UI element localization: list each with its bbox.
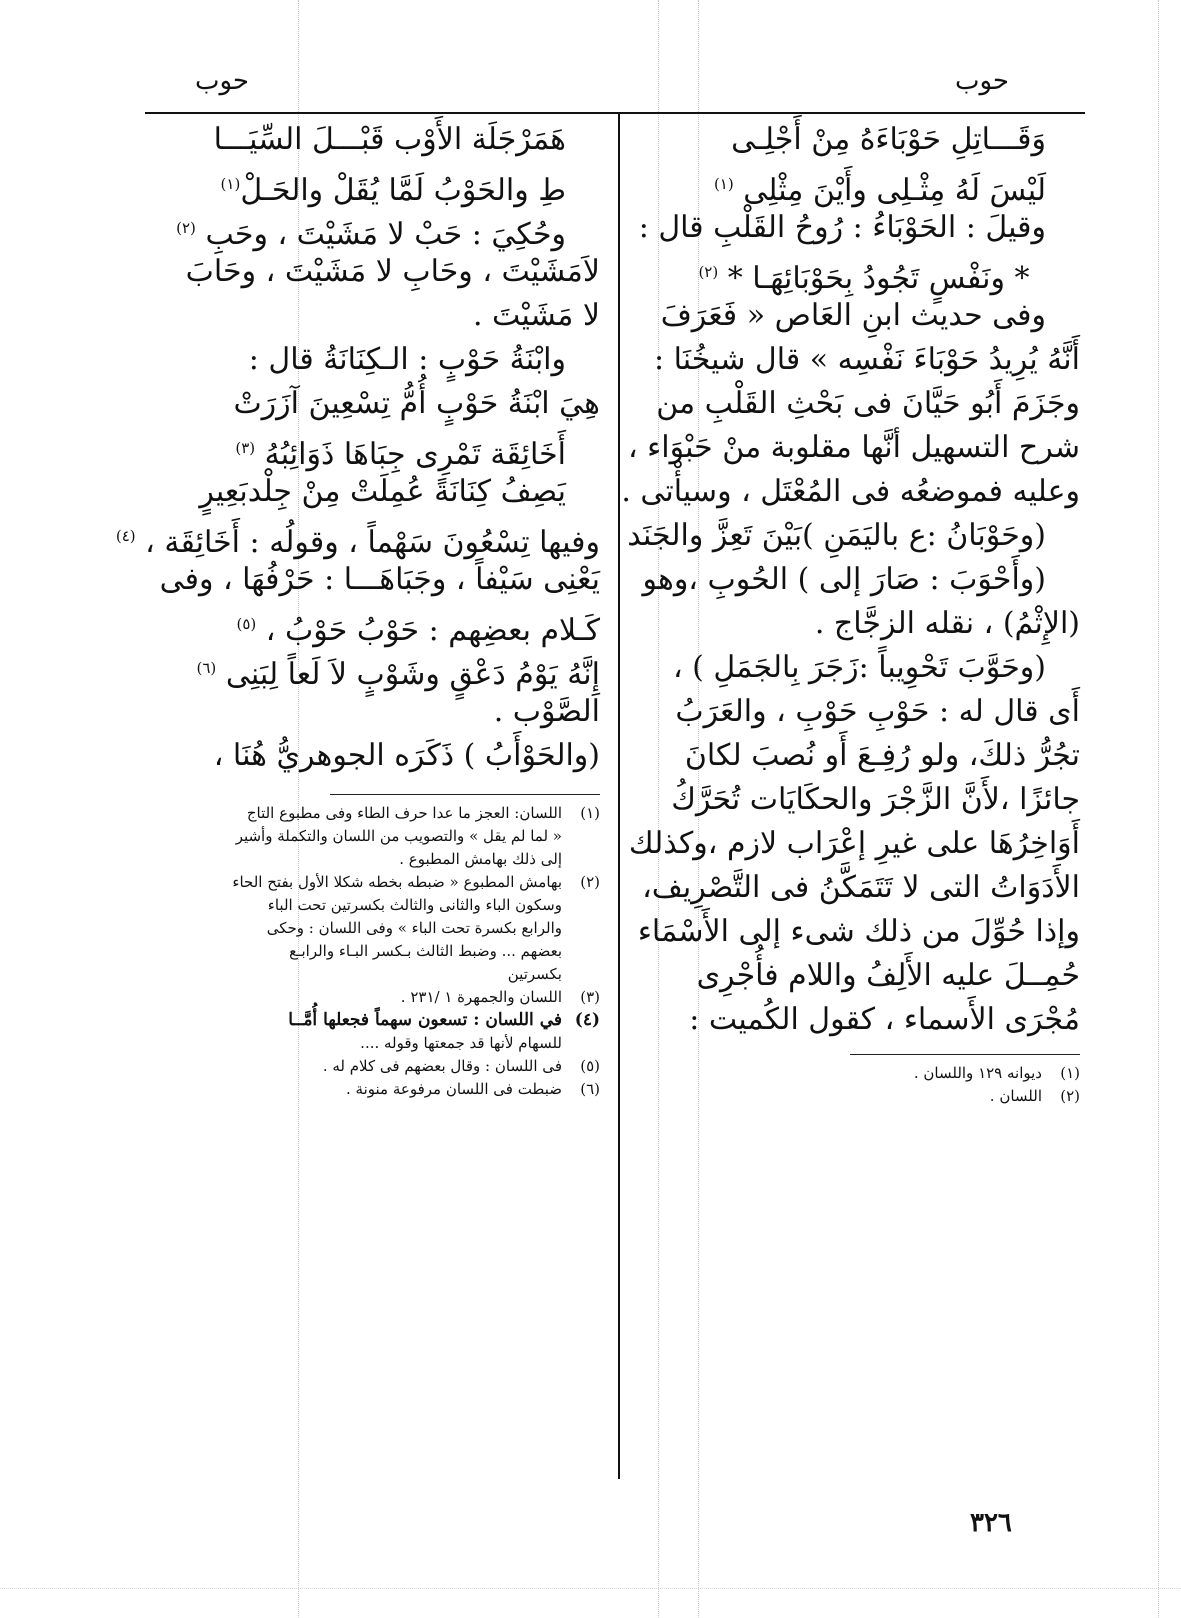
text-line: الصَّوْب .: [493, 694, 600, 729]
footnote: والرابع بكسرة تحت الباء » وفى اللسان : وحكى: [266, 919, 562, 937]
footnote: (٣)اللسان والجمهرة ١ /٢٣١ .: [400, 988, 600, 1006]
text-line: (الإِثْمُ) ، نقله الزجَّاج .: [814, 606, 1080, 641]
left-footnotes: [140, 802, 600, 1101]
footnote-marker: (٣): [235, 439, 256, 457]
footnote-marker: (٥): [236, 615, 257, 633]
footnote-marker: (١): [713, 175, 734, 193]
scan-guide-line: [1158, 0, 1159, 1618]
verse-line: هَمَرْجَلَة الأَوْب قَبْـــلَ السِّيَـــا: [213, 122, 566, 157]
text-line: (وحَوْبَانُ :ع باليَمَنِ )بَيْنَ تَعِزَّ والجَنَد: [627, 518, 1046, 553]
footnote-marker: (١): [220, 175, 241, 193]
footnote: بكسرتين: [507, 965, 562, 983]
page-number: ٣٢٦: [970, 1508, 1012, 1538]
text-line: أَنَّهُ يُرِيدُ حَوْبَاءَ نَفْسِه » قال شيخُنَا :: [653, 342, 1080, 377]
running-header-right: حوب: [955, 66, 1009, 96]
footnote: إلى ذلك بهامش المطبوع .: [399, 850, 562, 868]
text-line: وإذا حُوِّلَ من ذلك شىء إلى الأَسْمَاء: [637, 914, 1080, 949]
verse-line: هِيَ ابْنَةُ حَوْبٍ أُمُّ تِسْعِينَ آزَرَتْ: [233, 386, 600, 421]
text-line: مُجْرَى الأَسماء ، كقول الكُميت :: [689, 1002, 1080, 1037]
footnote: (٤)في اللسان : تسعون سهماً فجعلها أُمَّــا: [288, 1010, 600, 1030]
text-line: كَـلام بعضِهم : حَوْبُ حَوْبُ ، $^{(٥)}$: [236, 613, 600, 648]
text-line: أَوَاخِرُهَا على غيرِ إعْرَاب لازم ،وكذلك: [628, 826, 1080, 861]
verse-line: أَخَائِقَة تَمْرِى جِبَاهَا ذَوَائِبُهُ $^{(٣)}$: [235, 437, 566, 472]
text-line: لا مَشَيْتَ .: [472, 298, 600, 333]
text-line: وابْنَةُ حَوْبٍ : الـكِنَانَةُ قال :: [248, 342, 566, 377]
footnote: وسكون الباء والثانى والثالث بكسرتين تحت الباء: [267, 896, 562, 914]
text-line: أَى قال له : حَوْبِ حَوْبِ ، والعَرَبُ: [675, 694, 1080, 729]
column-divider: [618, 114, 620, 1479]
header-rule: [145, 112, 1085, 114]
text-line: يَعْنِى سَيْفاً ، وجَبَاهَـــا : حَرْفُهَا ، وفى: [159, 562, 600, 597]
footnote-marker: (٦): [196, 659, 217, 677]
text-line: وعليه فموضعُه فى المُعْتَل ، وسيأْتى .: [621, 474, 1080, 509]
text-line: إِنَّهُ يَوْمُ دَعْقٍ وشَوْبٍ لاَ لَعاً لِبَنِى $^{(٦)}$: [196, 657, 600, 692]
footnote: للسهام لأنها قد جمعتها وقوله ....: [360, 1034, 562, 1052]
text-line: وقيلَ : الحَوْبَاءُ : رُوحُ القَلْبِ قال :: [638, 210, 1046, 245]
footnote-marker: (٤): [115, 527, 136, 545]
footnote-rule: [850, 1054, 1080, 1055]
footnote: (٦)ضبطت فى اللسان مرفوعة منونة .: [346, 1080, 600, 1098]
text-line: لاَمَشَيْتَ ، وحَابِ لا مَشَيْتَ ، وحَابَ: [185, 254, 600, 289]
footnote-marker: (٢): [698, 263, 719, 281]
right-footnotes: [850, 1062, 1080, 1108]
text-line: وحُكِيَ : حَبْ لا مَشَيْتَ ، وحَبِ $^{(٢)}$: [176, 217, 566, 252]
verse-line: وَقَـــاتِلِ حَوْبَاءَهُ مِنْ أَجْلِـى: [731, 122, 1046, 157]
text-line: وجَزَمَ أَبُو حَيَّانَ فى بَحْثِ القَلْبِ من: [656, 386, 1080, 421]
verse-line: طِ والحَوْبُ لَمَّا يُقَلْ والحَـلْ$^{(١)}$: [220, 173, 566, 208]
footnote: (٢)بهامش المطبوع « ضبطه بخطه شكلا الأول بفتح الحاء: [232, 873, 600, 891]
left-column: [115, 118, 600, 778]
text-line: وفى حديث ابنِ العَاص « فَعَرَفَ: [660, 298, 1046, 333]
text-line: الأَدَوَاتُ التى لا تَتَمَكَّنُ فى التَّصْرِيف،: [642, 870, 1080, 905]
text-line: (وحَوَّبَ تَحْوِيباً :زَجَرَ بِالجَمَلِ ) ،: [672, 650, 1046, 685]
right-column: [621, 118, 1080, 1042]
text-line: تجُرُّ ذلكَ، ولو رُفِـعَ أَو نُصبَ لكانَ: [684, 738, 1080, 773]
footnote: (٥)فى اللسان : وقال بعضهم فى كلام له .: [322, 1057, 600, 1075]
footnote: بعضهم ... وضبط الثالث بـكسر البـاء والرابـع: [289, 942, 562, 960]
footnote-rule: [330, 794, 600, 795]
text-line: جائزًا ،لأَنَّ الزَّجْرَ والحكَايَات تُحَرَّكُ: [671, 782, 1080, 817]
running-header-left: حوب: [195, 66, 249, 96]
text-line: حُمِــلَ عليه الأَلِفُ واللام فأُجْرِى: [696, 958, 1080, 993]
verse-line: * ونَفْسٍ تَجُودُ بِحَوْبَائِهَـا * $^{(٢)}$: [698, 261, 1030, 296]
text-line: (وأَحْوَبَ : صَارَ إلى ) الحُوبِ ،وهو: [642, 562, 1046, 597]
footnote: « لما لم يقل » والتصويب من اللسان والتكملة وأشير: [235, 827, 562, 845]
footnote: (١)اللسان: العجز ما عدا حرف الطاء وفى مطبوع التاج: [246, 804, 600, 822]
text-line: وفيها تِسْعُونَ سَهْماً ، وقولُه : أَخَائِقَة ، $^{(٤)}$: [115, 525, 600, 560]
footnote-marker: (٢): [176, 219, 196, 237]
text-line: يَصِفُ كِنَانَةً عُمِلَتْ مِنْ جِلْدبَعِيرٍ: [199, 474, 566, 509]
verse-line: لَيْسَ لَهُ مِثْـلِى وأَيْنَ مِثْلِى $^{(١)}$: [713, 173, 1046, 208]
footnote: (٢)اللسان .: [989, 1087, 1080, 1105]
text-line: (والحَوْأَبُ ) ذَكَرَه الجوهريُّ هُنَا ،: [213, 738, 600, 773]
footnote: (١)ديوانه ١٢٩ واللسان .: [913, 1064, 1080, 1082]
scan-guide-line: [0, 1588, 1181, 1589]
text-line: شرح التسهيل أنَّها مقلوبة منْ حَبْوَاء ،: [627, 430, 1080, 465]
